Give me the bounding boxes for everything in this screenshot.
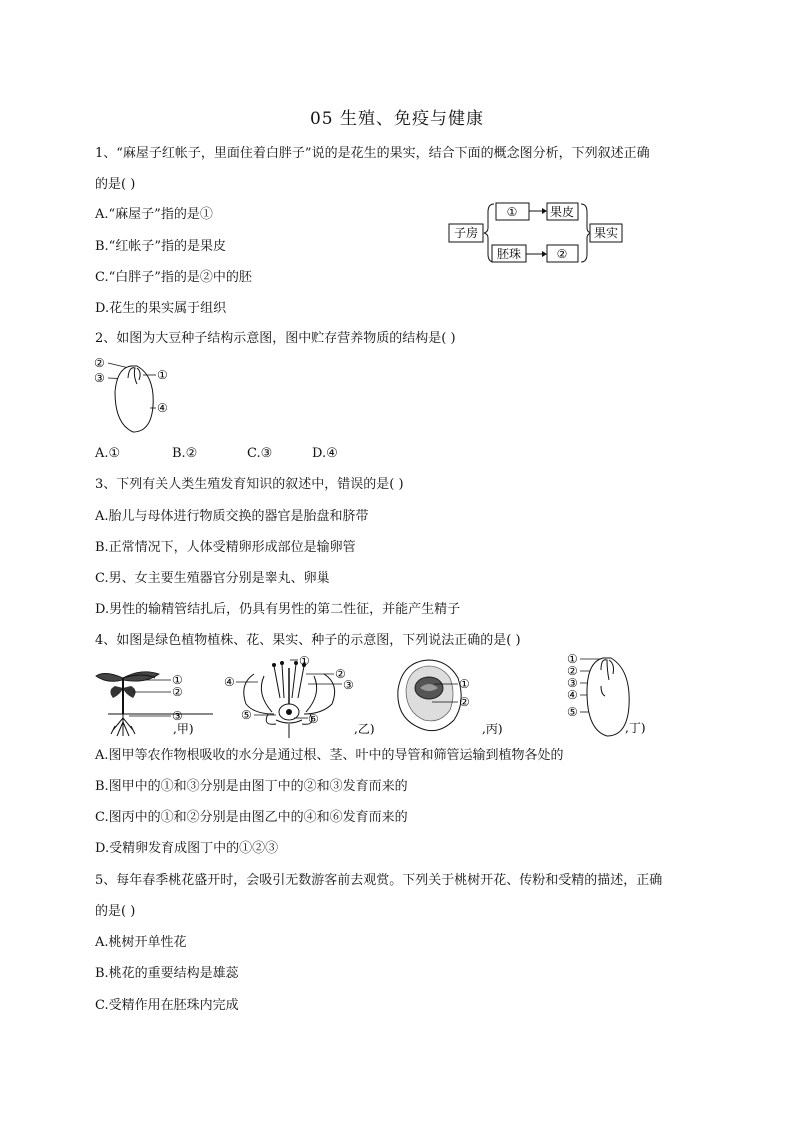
bing-label-1: ① (459, 677, 470, 691)
diagram-fruit: 果实 (593, 226, 619, 240)
diagram-ovary: 子房 (453, 226, 479, 240)
diagram-n1: ① (506, 205, 518, 219)
yi-label-6: ⑥ (308, 712, 319, 726)
seed-label-4: ④ (157, 401, 168, 415)
q4-option-a: A.图甲等农作物根吸收的水分是通过根、茎、叶中的导管和筛管运输到植物各处的 (95, 748, 564, 763)
q5-stem-line2: 的是( ) (95, 904, 136, 919)
caption-bing: ,丙) (482, 722, 503, 736)
plant-figure-jia (93, 656, 223, 740)
q2-option-c: C.③ (247, 446, 273, 461)
q1-option-a: A.“麻屋子”指的是① (95, 207, 213, 222)
diagram-pericarp: 果皮 (549, 205, 575, 219)
bing-label-2: ② (459, 695, 470, 709)
q2-option-b: B.② (172, 446, 198, 461)
q1-option-d: D.花生的果实属于组织 (95, 301, 227, 316)
yi-label-1: ① (299, 654, 310, 668)
page-title: 05 生殖、免疫与健康 (309, 109, 485, 129)
q1-option-b: B.“红帐子”指的是果皮 (95, 239, 226, 254)
q5-option-c: C.受精作用在胚珠内完成 (95, 998, 239, 1013)
jia-label-2: ② (172, 685, 183, 699)
q4-option-b: B.图甲中的①和③分别是由图丁中的②和③发育而来的 (95, 779, 408, 794)
yi-label-4: ④ (224, 675, 235, 689)
caption-jia: ,甲) (173, 722, 194, 736)
q3-stem: 3、下列有关人类生殖发育知识的叙述中，错误的是( ) (95, 477, 404, 492)
q5-option-a: A.桃树开单性花 (95, 935, 187, 950)
q1-stem-line1: 1、“麻屋子红帐子，里面住着白胖子”说的是花生的果实，结合下面的概念图分析，下列叙述正确 (95, 146, 650, 161)
seed-label-3: ③ (94, 371, 105, 385)
q3-option-d: D.男性的输精管结扎后，仍具有男性的第二性征，并能产生精子 (95, 602, 461, 617)
q4-stem: 4、如图是绿色植物植株、花、果实、种子的示意图，下列说法正确的是( ) (95, 633, 521, 648)
q2-option-a: A.① (95, 446, 121, 461)
q3-option-a: A.胎儿与母体进行物质交换的器官是胎盘和脐带 (95, 509, 369, 524)
q3-option-b: B.正常情况下，人体受精卵形成部位是输卵管 (95, 540, 356, 555)
yi-label-3: ③ (343, 678, 354, 692)
q3-option-c: C.男、女主要生殖器官分别是睾丸、卵巢 (95, 571, 330, 586)
yi-label-2: ② (335, 667, 346, 681)
jia-label-3: ③ (172, 709, 183, 723)
ding-label-5: ⑤ (567, 705, 578, 719)
caption-ding: ,丁) (625, 721, 646, 735)
q4-option-c: C.图丙中的①和②分别是由图乙中的④和⑥发育而来的 (95, 810, 408, 825)
q5-stem-line1: 5、每年春季桃花盛开时，会吸引无数游客前去观赏。下列关于桃树开花、传粉和受精的描述，正确 (95, 873, 663, 888)
fruit-concept-diagram (448, 198, 623, 266)
fruit-figure-bing (392, 656, 512, 740)
q2-stem: 2、如图为大豆种子结构示意图，图中贮存营养物质的结构是( ) (95, 331, 456, 346)
jia-label-1: ① (172, 673, 183, 687)
q5-option-b: B.桃花的重要结构是雄蕊 (95, 966, 239, 981)
ding-label-1: ① (567, 652, 578, 666)
diagram-n2: ② (556, 247, 568, 261)
q2-option-d: D.④ (312, 446, 338, 461)
caption-yi: ,乙) (354, 722, 375, 736)
flower-figure-yi (224, 654, 394, 740)
diagram-ovule: 胚珠 (496, 247, 522, 261)
ding-label-4: ④ (567, 688, 578, 702)
seed-label-2: ② (94, 356, 105, 370)
yi-label-5: ⑤ (241, 708, 252, 722)
q1-option-c: C.“白胖子”指的是②中的胚 (95, 270, 252, 285)
ding-label-2: ② (567, 664, 578, 678)
seed-figure-ding (565, 652, 685, 740)
ding-label-3: ③ (567, 676, 578, 690)
q4-option-d: D.受精卵发育成图丁中的①②③ (95, 841, 279, 856)
q1-stem-line2: 的是( ) (95, 177, 136, 192)
soybean-seed-figure (93, 354, 183, 436)
seed-label-1: ① (157, 368, 168, 382)
